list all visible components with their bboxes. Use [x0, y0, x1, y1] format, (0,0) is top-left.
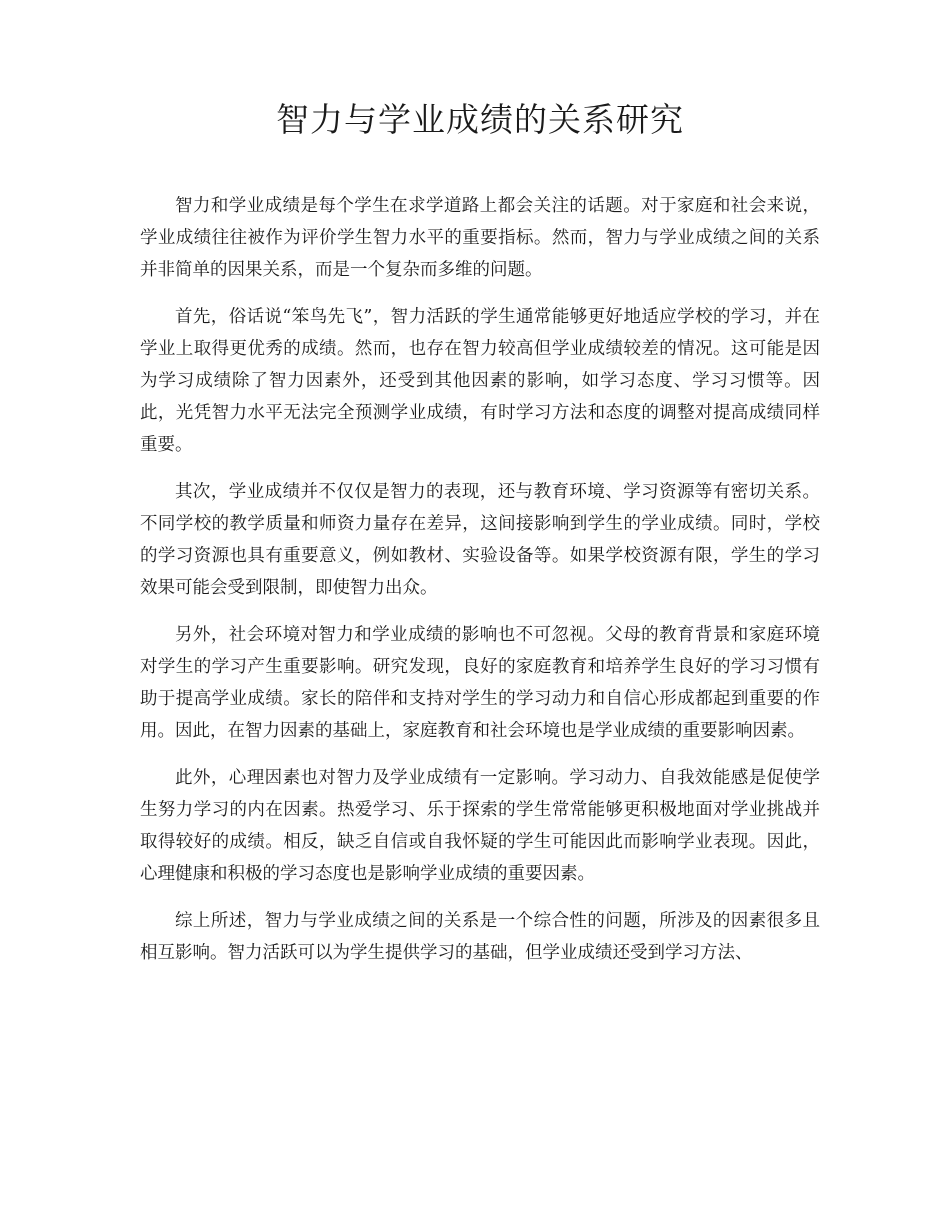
paragraph-6: 综上所述，智力与学业成绩之间的关系是一个综合性的问题，所涉及的因素很多且相互影响。智力活跃可以为学生提供学习的基础，但学业成绩还受到学习方法、: [140, 911, 820, 963]
document-title: 智力与学业成绩的关系研究: [276, 100, 684, 139]
paragraph-3: 其次，学业成绩并不仅仅是智力的表现，还与教育环境、学习资源等有密切关系。不同学校的教学质量和师资力量存在差异，这间接影响到学生的学业成绩。同时，学校的学习资源也具有重要意义，例如教材、实验设备等。如果学校资源有限，学生的学习效果可能会受到限制，即使智力出众。: [140, 482, 820, 598]
document-body: [140, 190, 820, 984]
paragraph-1: 智力和学业成绩是每个学生在求学道路上都会关注的话题。对于家庭和社会来说，学业成绩往往被作为评价学生智力水平的重要指标。然而，智力与学业成绩之间的关系并非简单的因果关系，而是一个复杂而多维的问题。: [140, 196, 820, 280]
paragraph-5: 此外，心理因素也对智力及学业成绩有一定影响。学习动力、自我效能感是促使学生努力学习的内在因素。热爱学习、乐于探索的学生常常能够更积极地面对学业挑战并取得较好的成绩。相反，缺乏自信或自我怀疑的学生可能因此而影响学业表现。因此，心理健康和积极的学习态度也是影响学业成绩的重要因素。: [140, 768, 820, 884]
paragraph-4: 另外，社会环境对智力和学业成绩的影响也不可忽视。父母的教育背景和家庭环境对学生的学习产生重要影响。研究发现，良好的家庭教育和培养学生良好的学习习惯有助于提高学业成绩。家长的陪伴和支持对学生的学习动力和自信心形成都起到重要的作用。因此，在智力因素的基础上，家庭教育和社会环境也是学业成绩的重要影响因素。: [140, 625, 820, 741]
paragraph-2: 首先，俗话说“笨鸟先飞”，智力活跃的学生通常能够更好地适应学校的学习，并在学业上取得更优秀的成绩。然而，也存在智力较高但学业成绩较差的情况。这可能是因为学习成绩除了智力因素外，还受到其他因素的影响，如学习态度、学习习惯等。因此，光凭智力水平无法完全预测学业成绩，有时学习方法和态度的调整对提高成绩同样重要。: [140, 307, 820, 455]
